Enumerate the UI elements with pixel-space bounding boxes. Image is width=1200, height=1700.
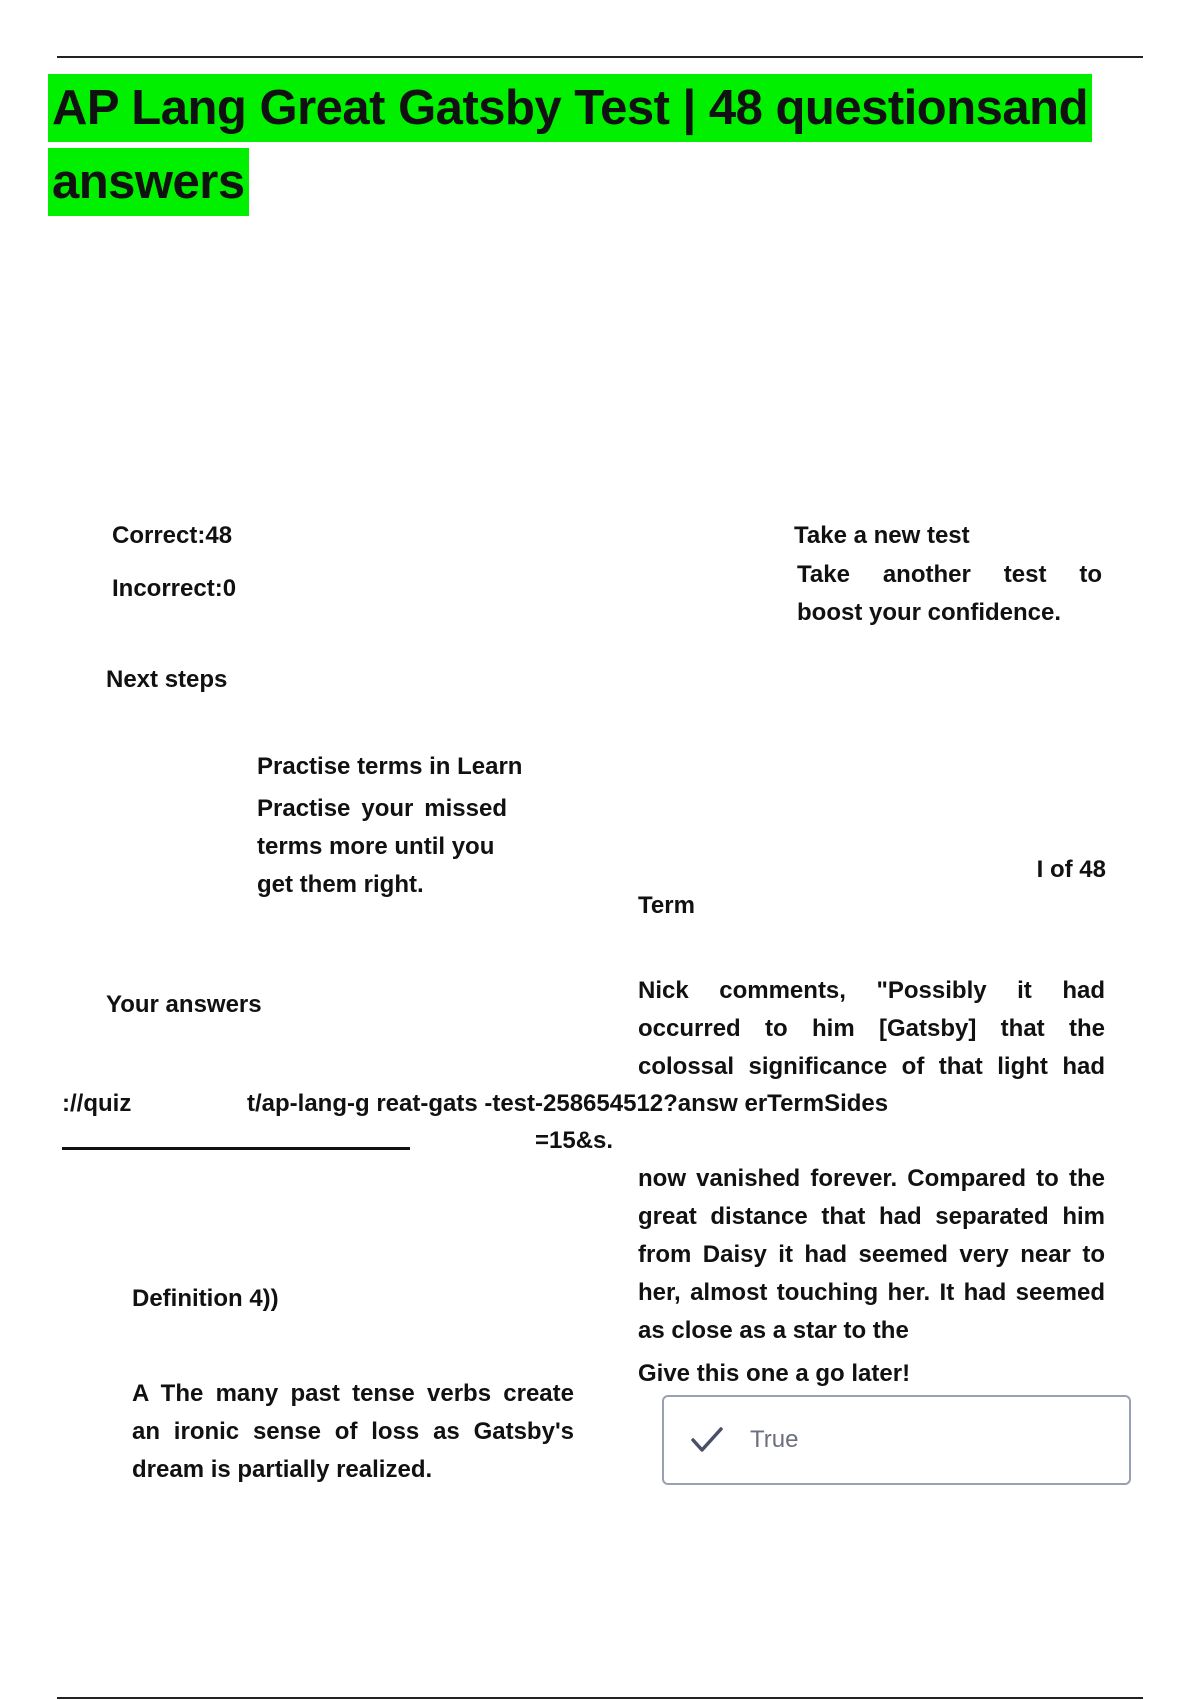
your-answers-heading: Your answers	[106, 991, 262, 1018]
take-new-test-link[interactable]: Take a new test	[794, 522, 970, 549]
check-icon	[690, 1425, 724, 1455]
term-text-line: great distance that had separated him	[638, 1203, 1105, 1230]
definition-label: Definition 4))	[132, 1285, 279, 1312]
page-title-line-1: AP Lang Great Gatsby Test | 48 questionsand	[48, 74, 1092, 142]
answer-option-true[interactable]	[662, 1395, 1131, 1485]
url-underline	[62, 1147, 410, 1150]
new-test-description-line: boost your confidence.	[797, 599, 1062, 626]
answer-option-label: True	[750, 1426, 799, 1453]
term-text-bottom	[638, 1160, 1105, 1350]
definition-text-line: an ironic sense of loss as Gatsby's	[132, 1418, 574, 1445]
bottom-rule	[57, 1697, 1143, 1699]
question-prompt: Give this one a go later!	[638, 1360, 911, 1387]
term-text-line: colossal significance of that light had	[638, 1053, 1105, 1080]
url-fragment-middle: t/ap-lang-g reat-gats -test-258654512?answ erTermSides	[247, 1090, 889, 1117]
term-text-line: Nick comments, "Possibly it had	[638, 977, 1105, 1004]
practise-description	[257, 790, 507, 904]
definition-text-line: A The many past tense verbs create	[132, 1380, 574, 1407]
term-text-line: occurred to him [Gatsby] that the	[638, 1015, 1105, 1042]
url-fragment-start: ://quiz	[62, 1090, 132, 1117]
term-text-line: her, almost touching her. It had seemed	[638, 1279, 1105, 1306]
term-text-line: from Daisy it had seemed very near to	[638, 1241, 1105, 1268]
next-steps-heading: Next steps	[106, 666, 228, 693]
term-label: Term	[638, 892, 695, 919]
definition-text	[132, 1375, 574, 1489]
term-text-line: now vanished forever. Compared to the	[638, 1165, 1105, 1192]
incorrect-count: Incorrect:0	[112, 575, 237, 602]
question-counter: I of 48	[1036, 856, 1106, 883]
top-rule	[57, 56, 1143, 58]
practise-terms-link[interactable]: Practise terms in Learn	[257, 753, 523, 780]
definition-text-line: dream is partially realized.	[132, 1456, 433, 1483]
practise-description-line: Practise your missed	[257, 795, 507, 822]
practise-description-line: get them right.	[257, 871, 424, 898]
practise-description-line: terms more until you	[257, 833, 495, 860]
url-fragment-end: =15&s.	[535, 1127, 614, 1154]
new-test-description-line: Take another test to	[797, 561, 1102, 588]
term-text-top	[638, 972, 1105, 1086]
new-test-description	[797, 556, 1102, 632]
term-text-line: as close as a star to the	[638, 1317, 909, 1344]
correct-count: Correct:48	[112, 522, 233, 549]
page-title-line-2: answers	[48, 148, 249, 216]
